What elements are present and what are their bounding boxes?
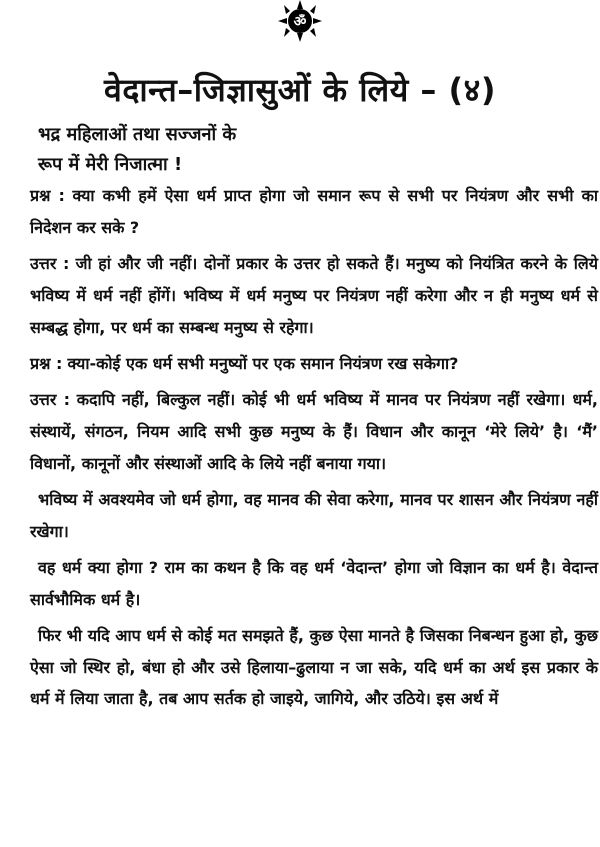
body-paragraph: फिर भी यदि आप धर्म से कोई मत समझते हैं, कुछ ऐसा मानते है जिसका निबन्धन हुआ हो, कुछ ऐसा जो स्थिर हो, बंधा हो और उसे हिलाया–ढुलाया न जा सके, यदि धर्म का अर्थ इस प्रकार के धर्म में लिया जाता है, तब आप सर्तक हो जाइये, जागिये, और उठिये। इस अर्थ में [30, 626, 598, 708]
question-text: क्या-कोई एक धर्म सभी मनुष्यों पर एक समान नियंत्रण रख सकेगा? [67, 354, 459, 373]
greeting-line: रूप में मेरी निजात्मा ! [38, 154, 183, 175]
question-label: प्रश्न : [30, 186, 65, 205]
page-title: वेदान्त–जिज्ञासुओं के लिये – (४) [104, 71, 496, 109]
question-label: प्रश्न : [30, 354, 63, 373]
om-symbol: ॐ [293, 14, 307, 30]
question-text: क्या कभी हमें ऐसा धर्म प्राप्त होगा जो समान रूप से सभी पर नियंत्रण और सभी का निदेशन कर सके ? [30, 186, 599, 237]
answer-label: उत्तर : [30, 254, 70, 273]
answer-text: जी हां और जी नहीं। दोनों प्रकार के उत्तर हो सकते हैं। मनुष्य को नियंत्रित करने के लिये भविष्य में धर्म नहीं होंगें। भविष्य में धर्म मनुष्य पर नियंत्रण नहीं करेगा और न ही मनुष्य धर्म से सम्बद्ध होगा, पर धर्म का सम्बन्ध मनुष्य से रहेगा। [30, 254, 599, 337]
answer-text: कदापि नहीं, बिल्कुल नहीं। कोई भी धर्म भविष्य में मानव पर नियंत्रण नहीं रखेगा। धर्म, संस्थायें, संगठन, नियम आदि सभी कुछ मनुष्य के हैं। विधान और कानून ‘मेरे लिये’ है। ‘मैं’ विधानों, कानूनों और संस्थाओं आदि के लिये नहीं बनाया गया। [30, 390, 598, 473]
answer-paragraph [30, 248, 598, 344]
greeting [38, 120, 598, 180]
greeting-line: भद्र महिलाओं तथा सज्जनों के [38, 124, 237, 145]
answer-label: उत्तर : [30, 390, 70, 409]
question-paragraph [30, 348, 598, 380]
om-emblem [274, 0, 326, 42]
body-paragraph: वह धर्म क्या होगा ? राम का कथन है कि वह धर्म ‘वेदान्त’ होगा जो विज्ञान का धर्म है। वेदान्त सार्वभौमिक धर्म है। [30, 558, 598, 609]
question-paragraph [30, 180, 598, 244]
body-paragraph: भविष्य में अवश्यमेव जो धर्म होगा, वह मानव की सेवा करेगा, मानव पर शासन और नियंत्रण नहीं रखेगा। [30, 490, 598, 541]
answer-paragraph [30, 384, 598, 480]
body-text [30, 120, 598, 719]
